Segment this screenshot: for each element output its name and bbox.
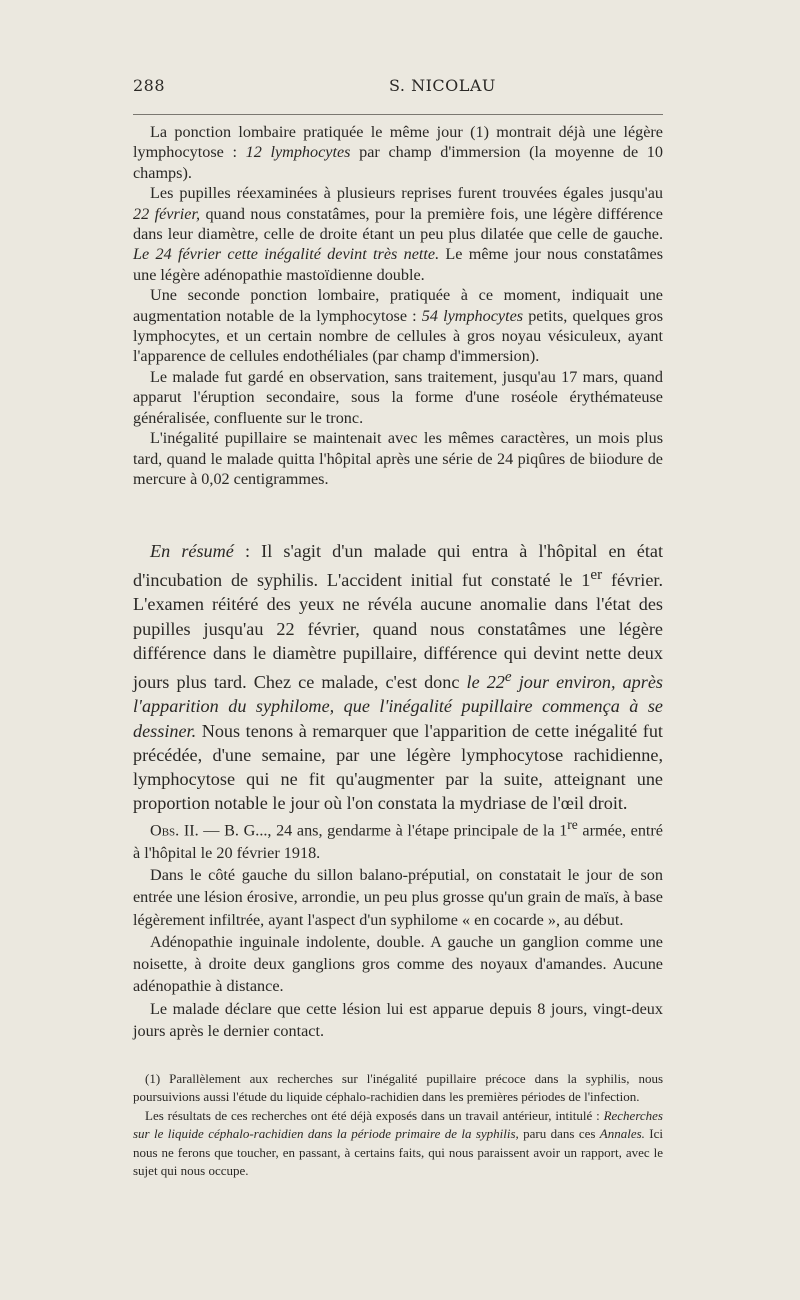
text-run: Le même jour nous constatâmes une légère adénopathie mastoïdienne double. (133, 245, 663, 284)
text-run: armée, entré à l'hôpital le 20 février 1918. (133, 821, 663, 862)
paragraph-lesion: Dans le côté gauche du sillon balano-préputial, on constatait le jour de son entrée une lésion érosive, arrondie, un peu plus grosse qu'un grain de maïs, à base légèrement infiltrée, ayant l'aspect d'un syphilome « en cocarde », au début. (133, 865, 663, 929)
paragraph-observation: Le malade fut gardé en observation, sans traitement, jusqu'au 17 mars, quand apparut l'éruption secondaire, sous la forme d'une roséole érythémateuse généralisée, confluente sur le tronc. (133, 367, 663, 427)
running-author: S. NICOLAU (389, 76, 496, 95)
observation-block (133, 814, 663, 1042)
italic-run: 22 février, (133, 204, 201, 223)
paragraph-inegalite: L'inégalité pupillaire se maintenait avec les mêmes caractères, un mois plus tard, quand le malade quitta l'hôpital après une série de 24 piqûres de biiodure de mercure à 0,02 centigrammes. (133, 429, 663, 488)
footnote-paragraph: (1) Parallèlement aux recherches sur l'inégalité pupillaire précoce dans la syphilis, nous poursuivions aussi l'étude du liquide céphalo-rachidien dans les premières périodes de l'infection. (133, 1071, 663, 1105)
header-rule (133, 114, 663, 115)
text-run: petits, quelques gros lymphocytes, et un certain nombre de cellules à gros noyau vésiculeux, ayant l'apparence de cellules endothéliales (par champ d'immersion). (133, 306, 663, 366)
text-run: Ici nous ne ferons que toucher, en passant, à certains faits, qui nous paraissent avoir un rapport, avec le sujet qui nous occupe. (133, 1126, 663, 1179)
running-header (133, 76, 663, 100)
superscript: re (567, 817, 578, 832)
footnote-paragraph (133, 1107, 663, 1181)
text-run: Une seconde ponction lombaire, pratiquée à ce moment, indiquait une augmentation notable de la lymphocytose : (133, 286, 663, 325)
case-text-block (133, 122, 663, 489)
text-run: Les pupilles réexaminées à plusieurs reprises furent trouvées égales jusqu'au (150, 184, 663, 203)
paragraph-pupilles (133, 183, 663, 285)
paragraph-obs-title (133, 814, 663, 864)
italic-run: 12 lymphocytes (245, 143, 351, 162)
superscript: e (504, 668, 512, 686)
text-run: Nous tenons à remarquer que l'apparition de cette inégalité fut précédée, d'une semaine, par une légère lymphocytose rachidienne, lymphocytose qui ne fit qu'augmenter par la suite, atteignant une proportion notable le jour où l'on constata la mydriase de l'œil droit. (133, 720, 663, 814)
paragraph-ponction (133, 122, 663, 183)
italic-run: Recherches sur le liquide céphalo-rachidien dans la période primaire de la syphilis, (133, 1107, 663, 1142)
paragraph-declaration: Le malade déclare que cette lésion lui est apparue depuis 8 jours, vingt-deux jours après le dernier contact. (133, 999, 663, 1041)
obs-label: Obs. II. (150, 821, 199, 840)
italic-run: En résumé (150, 541, 234, 561)
page-number: 288 (133, 76, 166, 95)
text-run: Les résultats de ces recherches ont été déjà exposés dans un travail antérieur, intitulé : (145, 1107, 604, 1123)
text-run: février. L'examen réitéré des yeux ne révéla aucune anomalie dans l'état des pupilles jusqu'au 22 février, quand nous constatâmes une légère différence dans le diamètre pupillaire, différence qui devint nette deux jours plus tard. Chez ce malade, c'est donc (133, 570, 663, 693)
text-run: La ponction lombaire pratiquée le même jour (1) montrait déjà une légère lymphocytose : (133, 123, 663, 162)
paragraph-resume (133, 539, 663, 815)
italic-run: Annales. (599, 1126, 645, 1142)
italic-run: Le 24 février cette inégalité devint très nette. (133, 245, 440, 264)
text-run: paru dans ces (518, 1126, 600, 1142)
text-run: par champ d'immersion (la moyenne de 10 champs). (133, 143, 663, 182)
footnote-block (133, 1070, 663, 1180)
text-run: — B. G..., 24 ans, gendarme à l'étape principale de la 1 (198, 821, 568, 840)
italic-run: jour environ, après l'apparition du syphilome, que l'inégalité pupillaire commença à se dessiner. (133, 672, 663, 741)
italic-run: le 22 (466, 672, 505, 693)
summary-block (133, 539, 663, 815)
paragraph-seconde-ponction (133, 285, 663, 367)
text-run: : Il s'agit d'un malade qui entra à l'hôpital en état d'incubation de syphilis. L'accident initial fut constaté le 1 (133, 541, 664, 591)
paragraph-adenopathie: Adénopathie inguinale indolente, double. A gauche un ganglion comme une noisette, à droite deux ganglions gros comme des noyaux d'amandes. Aucune adénopathie à distance. (133, 932, 663, 996)
superscript: er (590, 566, 603, 584)
text-run: quand nous constatâmes, pour la première fois, une légère différence dans leur diamètre, celle de droite étant un peu plus dilatée que celle de gauche. (133, 204, 663, 244)
italic-run: 54 lymphocytes (421, 306, 524, 325)
